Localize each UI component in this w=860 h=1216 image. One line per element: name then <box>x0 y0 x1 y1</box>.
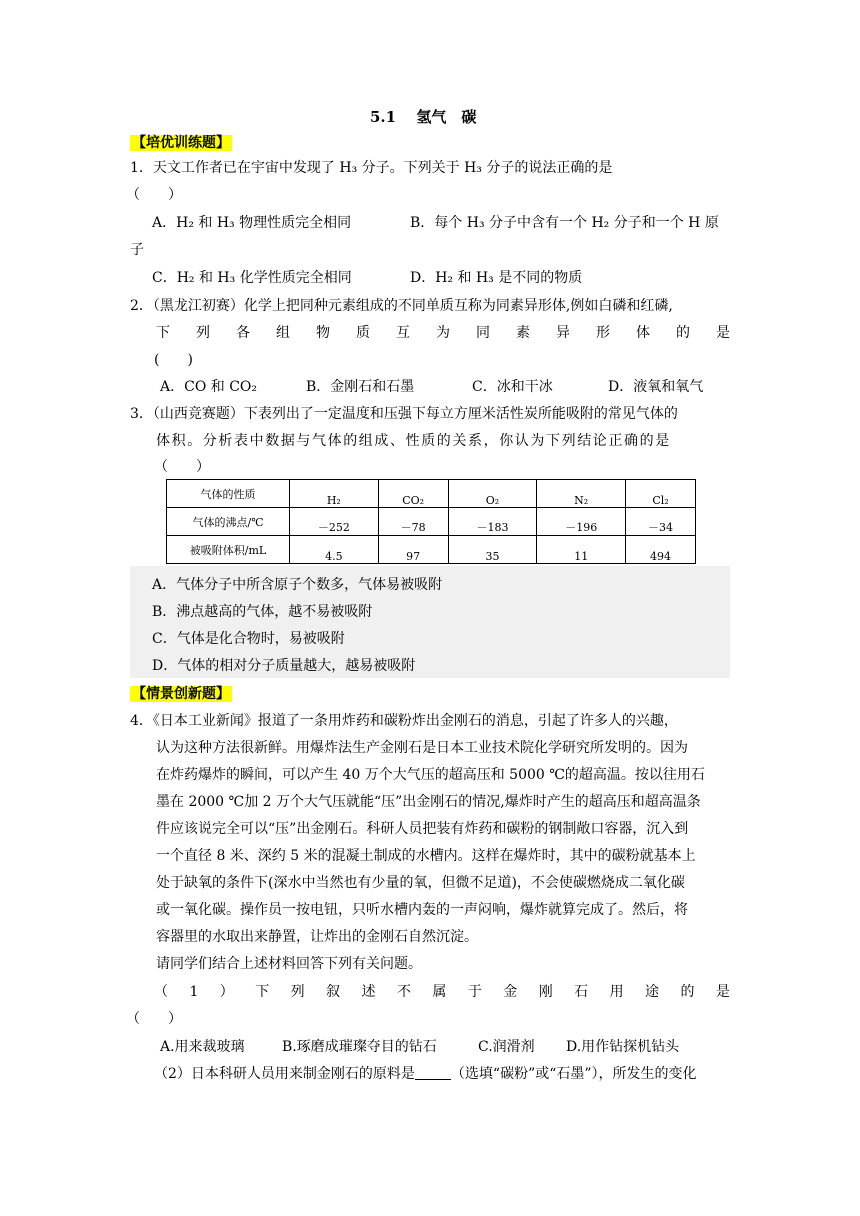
table-cell: －196 <box>537 508 626 536</box>
table-header-cell: H₂ <box>290 480 379 508</box>
q4-sub1-paren: （ ） <box>126 1011 182 1027</box>
q2-option-d: D．液氧和氧气 <box>608 379 704 395</box>
q4-passage-line: 墨在 2000 ℃加 2 万个大气压就能“压”出金刚石的情况,爆炸时产生的超高压和超高温条 <box>156 794 701 810</box>
q4-sub1-option-a: A.用来裁玻璃 <box>160 1039 245 1055</box>
q4-sub1-option-c: C.润滑剂 <box>478 1039 535 1055</box>
table-cell: －34 <box>626 508 696 536</box>
q1-option-b-cont: 子 <box>130 242 144 258</box>
q2-paren: ( ) <box>154 352 193 368</box>
q3-option-b: B．沸点越高的气体，越不易被吸附 <box>152 604 373 620</box>
q4-passage-line: 一个直径 8 米、深约 5 米的混凝土制成的水槽内。这样在爆炸时，其中的碳粉就基本上 <box>156 848 696 864</box>
table-cell: 494 <box>626 536 696 564</box>
q4-passage-line: 件应该说完全可以“压”出金刚石。科研人员把装有炸药和碳粉的钢制敞口容器，沉入到 <box>156 821 689 837</box>
table-header-cell: 气体的性质 <box>167 480 290 508</box>
answer-blank[interactable] <box>415 1065 451 1080</box>
q3-stem-line2: 体积。分析表中数据与气体的组成、性质的关系，你认为下列结论正确的是 <box>156 433 671 449</box>
table-header-row <box>167 480 696 508</box>
table-row <box>167 508 696 536</box>
q3-stem-line1: 3．（山西竞赛题）下表列出了一定温度和压强下每立方厘米活性炭所能吸附的常见气体的 <box>130 406 678 422</box>
q1-option-a: A．H₂ 和 H₃ 物理性质完全相同 <box>152 215 352 231</box>
q1-option-b: B．每个 H₃ 分子中含有一个 H₂ 分子和一个 H 原 <box>410 215 719 231</box>
q4-passage-line: 或一氧化碳。操作员一按电钮，只听水槽内轰的一声闷响，爆炸就算完成了。然后，将 <box>156 902 688 918</box>
page-title: 5.1 氢气 碳 <box>370 108 477 126</box>
table-cell: 35 <box>448 536 537 564</box>
q2-option-c: C．冰和干冰 <box>472 379 553 395</box>
table-header-cell: Cl₂ <box>626 480 696 508</box>
q1-paren: （ ） <box>126 187 182 203</box>
q4-passage-line: 在炸药爆炸的瞬间，可以产生 40 万个大气压的超高压和 5000 ℃的超高温。按以往用石 <box>156 767 705 783</box>
q1-option-d: D．H₂ 和 H₃ 是不同的物质 <box>410 270 583 286</box>
section-label-scenario: 【情景创新题】 <box>132 686 230 702</box>
q2-option-b: B．金刚石和石墨 <box>306 379 415 395</box>
q1-option-c: C．H₂ 和 H₃ 化学性质完全相同 <box>152 270 352 286</box>
section-label-training: 【培优训练题】 <box>132 135 230 151</box>
table-cell: 11 <box>537 536 626 564</box>
table-cell: －78 <box>378 508 448 536</box>
q3-option-d: D．气体的相对分子质量越大，越易被吸附 <box>152 658 416 674</box>
q4-sub1-option-b: B.琢磨成璀璨夺目的钻石 <box>282 1039 437 1055</box>
q4-sub1-option-d: D.用作钻探机钻头 <box>566 1039 680 1055</box>
q4-passage-line: 容器里的水取出来静置，让炸出的金刚石自然沉淀。 <box>156 929 478 945</box>
q3-option-c: C．气体是化合物时，易被吸附 <box>152 631 345 647</box>
q2-stem-line2: 下 列 各 组 物 质 互 为 同 素 异 形 体 的 是 <box>156 325 730 341</box>
table-cell: 气体的沸点/℃ <box>167 508 290 536</box>
table-header-cell: CO₂ <box>378 480 448 508</box>
q2-stem-line1: 2．（黑龙江初赛）化学上把同种元素组成的不同单质互称为同素异形体,例如白磷和红磷, <box>130 298 673 314</box>
q4-prompt: 请同学们结合上述材料回答下列有关问题。 <box>156 956 422 972</box>
table-cell: －183 <box>448 508 537 536</box>
table-cell: 4.5 <box>290 536 379 564</box>
q4-sub2-stem: （2）日本科研人员用来制金刚石的原料是 （选填“碳粉”或“石墨”），所发生的变化 <box>154 1066 697 1082</box>
q3-paren: （ ） <box>154 459 210 475</box>
table-header-cell: N₂ <box>537 480 626 508</box>
q3-option-a: A．气体分子中所含原子个数多，气体易被吸附 <box>152 577 443 593</box>
q4-passage-line: 处于缺氧的条件下(深水中当然也有少量的氧，但微不足道)，不会使碳燃烧成二氧化碳 <box>156 875 685 891</box>
q4-passage-line: 认为这种方法很新鲜。用爆炸法生产金刚石是日本工业技术院化学研究所发明的。因为 <box>156 740 688 756</box>
table-row <box>167 536 696 564</box>
table-header-cell: O₂ <box>448 480 537 508</box>
q4-sub1-stem: （ 1 ） 下 列 叙 述 不 属 于 金 刚 石 用 途 的 是 <box>154 984 730 1000</box>
q4-passage-line: 4．《日本工业新闻》报道了一条用炸药和碳粉炸出金刚石的消息，引起了许多人的兴趣， <box>130 713 678 729</box>
table-cell: 被吸附体积/mL <box>167 536 290 564</box>
table-cell: －252 <box>290 508 379 536</box>
q1-stem: 1．天文工作者已在宇宙中发现了 H₃ 分子。下列关于 H₃ 分子的说法正确的是 <box>130 160 613 176</box>
q2-option-a: A．CO 和 CO₂ <box>160 379 258 395</box>
gas-adsorption-table <box>166 479 696 564</box>
table-cell: 97 <box>378 536 448 564</box>
